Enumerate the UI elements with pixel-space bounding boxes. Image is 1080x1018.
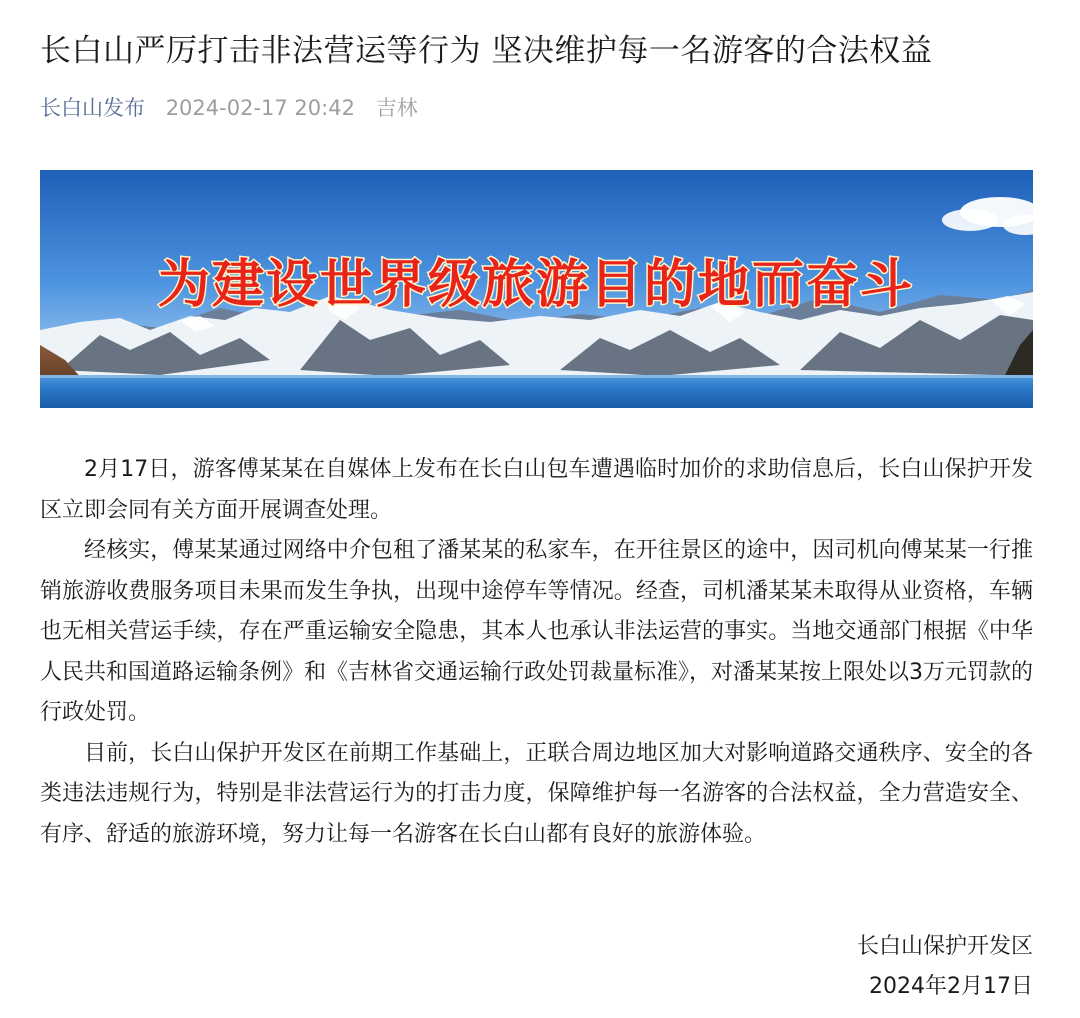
article-title: 长白山严厉打击非法营运等行为 坚决维护每一名游客的合法权益 (40, 33, 933, 69)
signature-date: 2024年2月17日 (869, 974, 1033, 999)
banner-slogan: 为建设世界级旅游目的地而奋斗 (157, 255, 915, 315)
body-paragraph-2: 经核实，傅某某通过网络中介包租了潘某某的私家车，在开往景区的途中，因司机向傅某某一行推销旅游收费服务项目未果而发生争执，出现中途停车等情况。经查，司机潘某某未取得从业资格，车辆也无相关营运手续，存在严重运输安全隐患，其本人也承认非法运营的事实。当地交通部门根据《中华人民共和国道路运输条例》和《吉林省交通运输行政处罚裁量标准》，对潘某某按上限处以3万元罚款的行政处罚。 (40, 538, 1034, 725)
banner-lake (40, 375, 1033, 408)
signature-org: 长白山保护开发区 (856, 934, 1033, 959)
source-account-link[interactable]: 长白山发布 (40, 96, 145, 120)
publish-location: 吉林 (375, 96, 418, 120)
banner-image (40, 170, 1033, 408)
publish-time: 2024-02-17 20:42 (165, 96, 355, 120)
article-meta (40, 92, 418, 124)
body-paragraph-1: 2月17日，游客傅某某在自媒体上发布在长白山包车遭遇临时加价的求助信息后，长白山保护开发区立即会同有关方面开展调查处理。 (40, 457, 1033, 523)
article-body (40, 450, 1033, 855)
body-paragraph-3: 目前，长白山保护开发区在前期工作基础上，正联合周边地区加大对影响道路交通秩序、安全的各类违法违规行为，特别是非法营运行为的打击力度，保障维护每一名游客的合法权益，全力营造安全、有序、舒适的旅游环境，努力让每一名游客在长白山都有良好的旅游体验。 (40, 740, 1033, 847)
